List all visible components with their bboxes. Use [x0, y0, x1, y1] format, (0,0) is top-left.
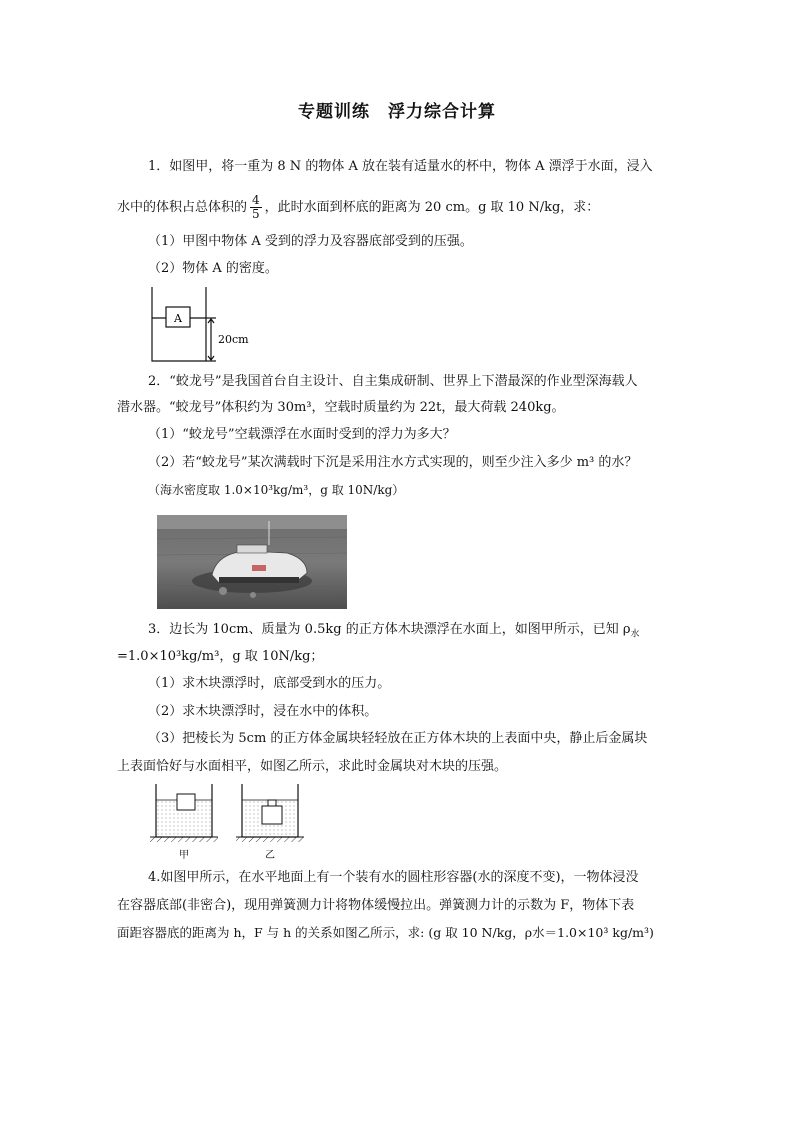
q1-fraction — [250, 194, 262, 221]
q3-line2: =1.0×10³kg/m³，g 取 10N/kg； — [117, 649, 324, 664]
q3-sub3a: （3）把棱长为 5cm 的正方体金属块轻轻放在正方体木块的上表面中央，静止后金属块 — [148, 731, 648, 746]
q3-line1 — [148, 621, 639, 644]
rho-subscript: 水 — [630, 629, 640, 640]
q2-sub2: （2）若“蛟龙号”某次满载时下沉是采用注水方式实现的，则至少注入多少 m³ 的水？ — [148, 455, 638, 470]
page-title: 专题训练 浮力综合计算 — [298, 102, 496, 122]
fraction-denominator: 5 — [252, 207, 260, 221]
q1-line2a: 水中的体积占总体积的 — [117, 200, 248, 215]
dimension-label: 20cm — [218, 333, 249, 346]
figure-label-b: 乙 — [265, 850, 275, 861]
q1-sub2: （2）物体 A 的密度。 — [148, 261, 278, 276]
q2-sub1: （1）“蛟龙号”空载漂浮在水面时受到的浮力为多大？ — [148, 427, 456, 442]
q3-sub3b: 上表面恰好与水面相平，如图乙所示，求此时金属块对木块的压强。 — [117, 759, 508, 774]
q1-line1: 1．如图甲，将一重为 8 N 的物体 A 放在装有适量水的杯中，物体 A 漂浮于水面，浸入 — [148, 159, 653, 174]
q2-line1: 2．“蛟龙号”是我国首台自主设计、自主集成研制、世界上下潜最深的作业型深海载人 — [148, 374, 638, 389]
q1-figure — [148, 285, 268, 365]
q4-line1: 4.如图甲所示，在水平地面上有一个装有水的圆柱形容器(水的深度不变)，一物体浸没 — [148, 870, 639, 885]
q3-figure — [148, 780, 318, 862]
q3-sub1: （1）求木块漂浮时，底部受到水的压力。 — [148, 676, 391, 691]
q1-line2b: ，此时水面到杯底的距离为 20 cm。g 取 10 N/kg，求： — [264, 200, 600, 215]
q1-line2 — [117, 194, 599, 221]
q4-line2: 在容器底部(非密合)，现用弹簧测力计将物体缓慢拉出。弹簧测力计的示数为 F，物体下表 — [117, 898, 635, 913]
q1-sub1: （1）甲图中物体 A 受到的浮力及容器底部受到的压强。 — [148, 234, 473, 249]
block-a-label: A — [174, 312, 182, 325]
fraction-numerator: 4 — [252, 193, 260, 207]
q2-note: （海水密度取 1.0×10³kg/m³，g 取 10N/kg） — [148, 483, 405, 497]
q4-line3: 面距容器底的距离为 h，F 与 h 的关系如图乙所示，求: (g 取 10 N/kg，ρ水＝1.0×10³ kg/m³) — [117, 925, 654, 940]
submersible-photo — [157, 515, 347, 609]
figure-label-a: 甲 — [179, 850, 189, 861]
q2-line2: 潜水器。“蛟龙号”体积约为 30m³，空载时质量约为 22t，最大荷载 240kg。 — [117, 400, 565, 415]
q3-line1-text: 3．边长为 10cm、质量为 0.5kg 的正方体木块漂浮在水面上，如图甲所示，已知 ρ — [148, 622, 631, 637]
q3-sub2: （2）求木块漂浮时，浸在水中的体积。 — [148, 704, 378, 719]
